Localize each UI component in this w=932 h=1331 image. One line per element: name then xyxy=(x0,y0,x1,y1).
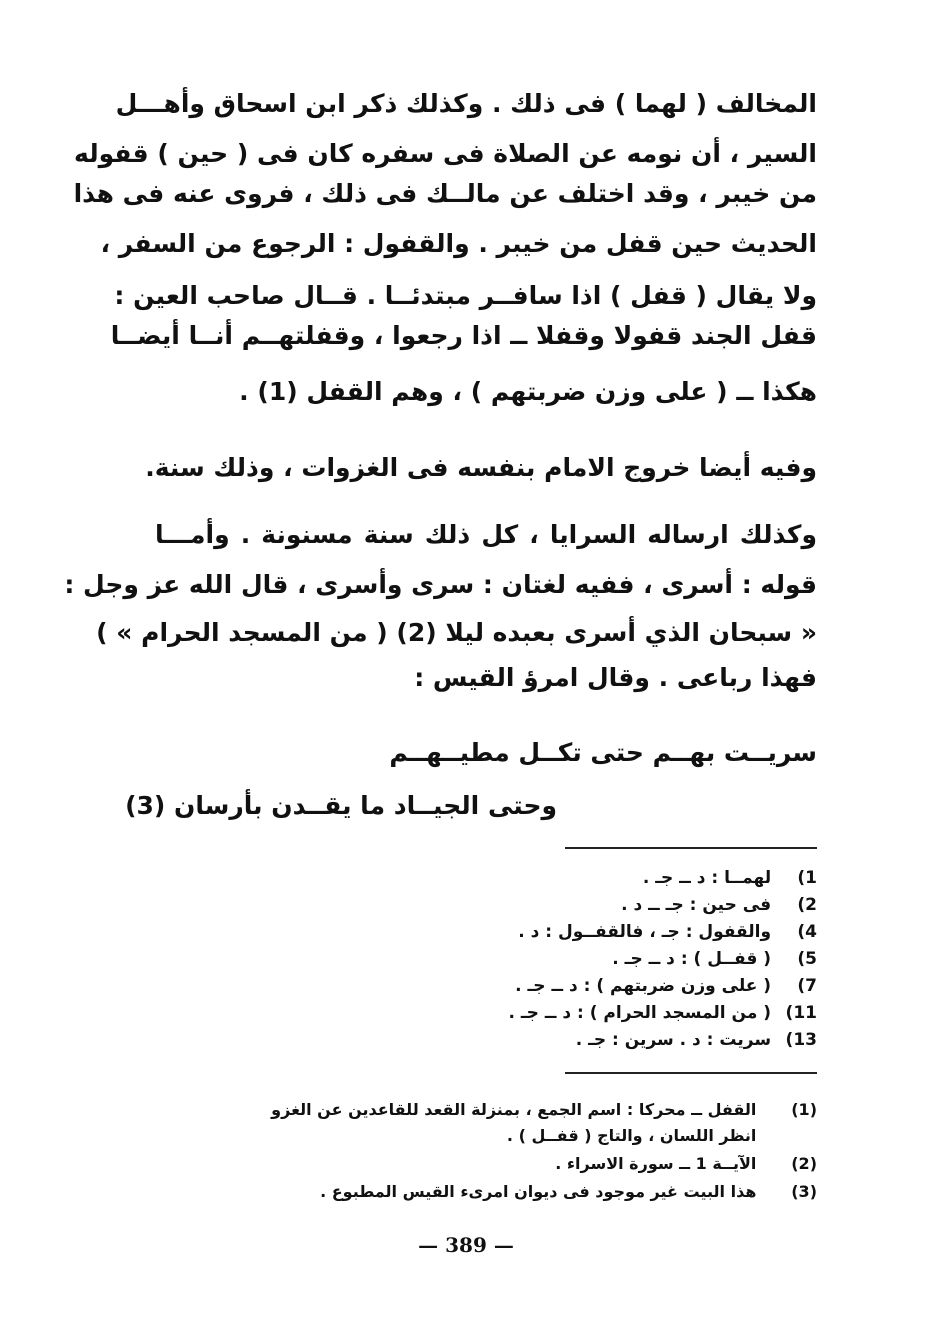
variant-item: 4) والقفول : جـ ، فالقفــول : د . xyxy=(518,922,817,942)
page-number: — 389 — xyxy=(418,1233,514,1257)
footnote-item: انظر اللسان ، والتاج ( قفــل ) . xyxy=(506,1126,757,1145)
verse-line: وحتى الجيــاد ما يقــدن بأرسان (3) xyxy=(125,791,557,820)
divider xyxy=(565,847,817,849)
footnote-item: (3) هذا البيت غير موجود فى ديوان امرىء القيس المطبوع . xyxy=(320,1182,817,1201)
text-line: المخالف ( لهما ) فى ذلك . وكذلك ذكر ابن اسحاق وأهـــل xyxy=(115,89,817,118)
text-line: من خيبر ، وقد اختلف عن مالــك فى ذلك ، فروى عنه فى هذا xyxy=(73,179,817,208)
variant-item: 13) سريت : د . سرين : جـ . xyxy=(575,1030,817,1050)
variant-item: 5) ( قفــل ) : د ــ جـ . xyxy=(612,949,817,969)
text-line: قفل الجند قفولا وقفلا ــ اذا رجعوا ، وقفلتهــم أنــا أيضــا xyxy=(110,321,817,350)
variant-item: 11) ( من المسجد الحرام ) : د ــ جـ . xyxy=(508,1003,817,1023)
text-line: قوله : أسرى ، ففيه لغتان : سرى وأسرى ، قال الله عز وجل : xyxy=(64,570,817,599)
text-line: « سبحان الذي أسرى بعبده ليلا (2) ( من المسجد الحرام » ) xyxy=(96,618,817,647)
variant-item: 7) ( على وزن ضربتهم ) : د ــ جـ . xyxy=(515,976,817,996)
text-line: وكذلك ارساله السرايا ، كل ذلك سنة مسنونة . وأمـــا xyxy=(155,520,817,549)
text-line: فهذا رباعى . وقال امرؤ القيس : xyxy=(414,663,817,692)
footnote-item: (1) القفل ــ محركا : اسم الجمع ، بمنزلة القعد للقاعدين عن الغزو xyxy=(271,1100,817,1119)
variant-item: 1) لهمــا : د ــ جـ . xyxy=(642,868,817,888)
text-line: الحديث حين قفل من خيبر . والقفول : الرجوع من السفر ، xyxy=(100,229,817,258)
text-line: السير ، أن نومه عن الصلاة فى سفره كان فى ( حين ) قفوله xyxy=(74,139,817,168)
text-line: ولا يقال ( قفل ) اذا سافــر مبتدئــا . قــال صاحب العين : xyxy=(114,281,817,310)
footnote-item: (2) الآيــة 1 ــ سورة الاسراء . xyxy=(555,1154,817,1173)
verse-line: سريــت بهــم حتى تكــل مطيــهــم xyxy=(389,738,817,767)
text-line: وفيه أيضا خروج الامام بنفسه فى الغزوات ، وذلك سنة. xyxy=(145,453,817,482)
text-line: هكذا ــ ( على وزن ضربتهم ) ، وهم القفل (1) . xyxy=(239,377,817,406)
divider xyxy=(565,1072,817,1074)
variant-item: 2) فى حين : جـ ــ د . xyxy=(621,895,817,915)
